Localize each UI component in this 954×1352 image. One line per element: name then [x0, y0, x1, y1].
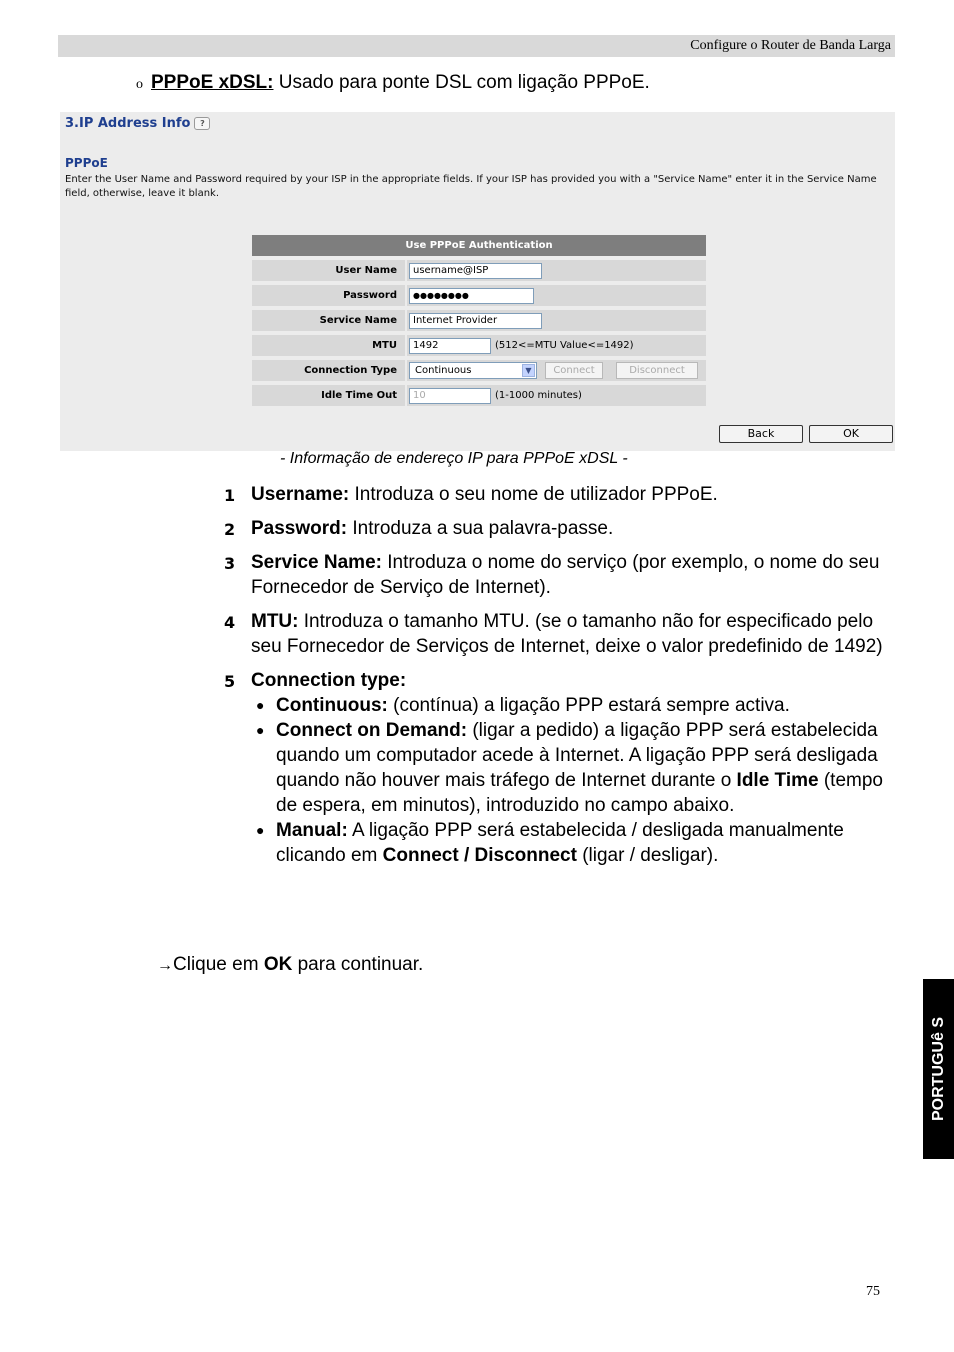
note-post: para continuar.	[292, 954, 424, 975]
list-item	[224, 550, 894, 600]
idle-time-cell	[407, 385, 706, 406]
sub-term-inline: Idle Time	[736, 770, 819, 791]
connect-button[interactable]: Connect	[545, 362, 603, 379]
language-tab	[923, 979, 954, 1159]
sub-text-2: (tempo de espera, em minutos), introduzido no campo abaixo.	[276, 770, 883, 816]
connection-type-label: Connection Type	[252, 360, 405, 381]
item-text: Introduza o nome do serviço (por exemplo, o nome do seu Fornecedor de Serviço de Internet).	[251, 552, 880, 598]
idle-time-hint: (1-1000 minutes)	[495, 390, 582, 401]
chevron-down-icon[interactable]: ▼	[522, 364, 535, 377]
sub-text: (ligar a pedido) a ligação PPP será estabelecida quando um computador acede à Internet. A ligação PPP será desligada quando não houver mais tráfego de Internet durante o	[276, 720, 878, 791]
continue-note	[157, 954, 423, 976]
language-tab-label: PORTUGUê S	[929, 1016, 947, 1122]
password-input[interactable]: ●●●●●●●●	[409, 288, 534, 304]
help-icon[interactable]: ?	[194, 117, 210, 130]
mtu-input[interactable]: 1492	[409, 338, 491, 354]
connection-type-cell	[407, 360, 706, 381]
form-title: Use PPPoE Authentication	[252, 235, 706, 256]
item-number: 3	[224, 554, 236, 573]
mtu-hint: (512<=MTU Value<=1492)	[495, 340, 634, 351]
mtu-label: MTU	[252, 335, 405, 356]
section-label: PPPoE	[65, 156, 108, 170]
note-pre: Clique em	[173, 954, 264, 975]
mtu-cell	[407, 335, 706, 356]
item-term: Username:	[251, 484, 350, 505]
list-item	[224, 482, 894, 507]
item-number: 2	[224, 520, 236, 539]
panel-title	[65, 116, 210, 131]
list-item	[224, 609, 894, 659]
sub-text-2: (ligar / desligar).	[576, 845, 719, 866]
header-text: Configure o Router de Banda Larga	[690, 38, 891, 53]
service-name-cell	[407, 310, 706, 331]
item-term: MTU:	[251, 611, 299, 632]
item-term: Password:	[251, 518, 348, 539]
item-number: 1	[224, 486, 236, 505]
sub-item-continuous	[224, 693, 894, 718]
steps-list	[224, 482, 894, 868]
note-bold: OK	[263, 954, 293, 975]
list-item	[224, 668, 894, 693]
password-label: Password	[252, 285, 405, 306]
item-number: 4	[224, 613, 236, 632]
arrow-icon: →	[157, 957, 173, 974]
panel-description: Enter the User Name and Password required by your ISP in the appropriate fields. If your ISP has provided you with a "Service Name" enter it in the Service Name field, otherwise, leave it blank.	[65, 174, 877, 199]
sub-term: Continuous:	[276, 695, 388, 716]
item-number: 5	[224, 672, 236, 691]
row-mtu	[252, 335, 706, 356]
item-term: Service Name:	[251, 552, 382, 573]
idle-time-input[interactable]: 10	[409, 388, 491, 404]
ok-button[interactable]: OK	[809, 425, 893, 443]
sub-text: (contínua) a ligação PPP estará sempre activa.	[387, 695, 790, 716]
service-name-label: Service Name	[252, 310, 405, 331]
service-name-input[interactable]: Internet Provider	[409, 313, 542, 329]
intro-lead: PPPoE xDSL:	[151, 72, 274, 93]
item-text: Introduza o tamanho MTU. (se o tamanho não for especificado pelo seu Fornecedor de Serviços de Internet, deixe o valor predefinido de 1492)	[251, 611, 883, 657]
password-cell	[407, 285, 706, 306]
row-service-name	[252, 310, 706, 331]
page-header	[58, 35, 895, 57]
sub-term-inline: Connect / Disconnect	[382, 845, 577, 866]
sub-item-manual	[224, 818, 894, 868]
intro-line	[136, 72, 650, 94]
list-item	[224, 516, 894, 541]
item-text: Introduza o seu nome de utilizador PPPoE.	[349, 484, 718, 505]
intro-text: Usado para ponte DSL com ligação PPPoE.	[273, 72, 650, 93]
pppoe-form	[252, 235, 706, 406]
bullet-marker: o	[136, 77, 143, 92]
screenshot-panel	[60, 112, 895, 451]
row-idle-time	[252, 385, 706, 406]
sub-term: Manual:	[276, 820, 348, 841]
item-text: Introduza a sua palavra-passe.	[347, 518, 614, 539]
connection-type-value: Continuous	[415, 365, 472, 376]
bullet-icon: ●	[256, 722, 265, 738]
sub-item-demand	[224, 718, 894, 818]
figure-caption: - Informação de endereço IP para PPPoE xDSL -	[280, 450, 628, 467]
bullet-icon: ●	[256, 822, 265, 838]
idle-time-label: Idle Time Out	[252, 385, 405, 406]
row-username	[252, 260, 706, 281]
sub-term: Connect on Demand:	[276, 720, 468, 741]
panel-title-text: 3.IP Address Info	[65, 116, 191, 131]
disconnect-button[interactable]: Disconnect	[616, 362, 698, 379]
item-term: Connection type:	[251, 670, 407, 691]
row-connection-type	[252, 360, 706, 381]
username-input[interactable]: username@ISP	[409, 263, 542, 279]
bullet-icon: ●	[256, 697, 265, 713]
username-cell	[407, 260, 706, 281]
page-number: 75	[866, 1284, 880, 1299]
sub-text: A ligação PPP será estabelecida / desligada manualmente clicando em	[276, 820, 844, 866]
connection-type-select[interactable]	[409, 362, 537, 379]
username-label: User Name	[252, 260, 405, 281]
back-button[interactable]: Back	[719, 425, 803, 443]
row-password	[252, 285, 706, 306]
